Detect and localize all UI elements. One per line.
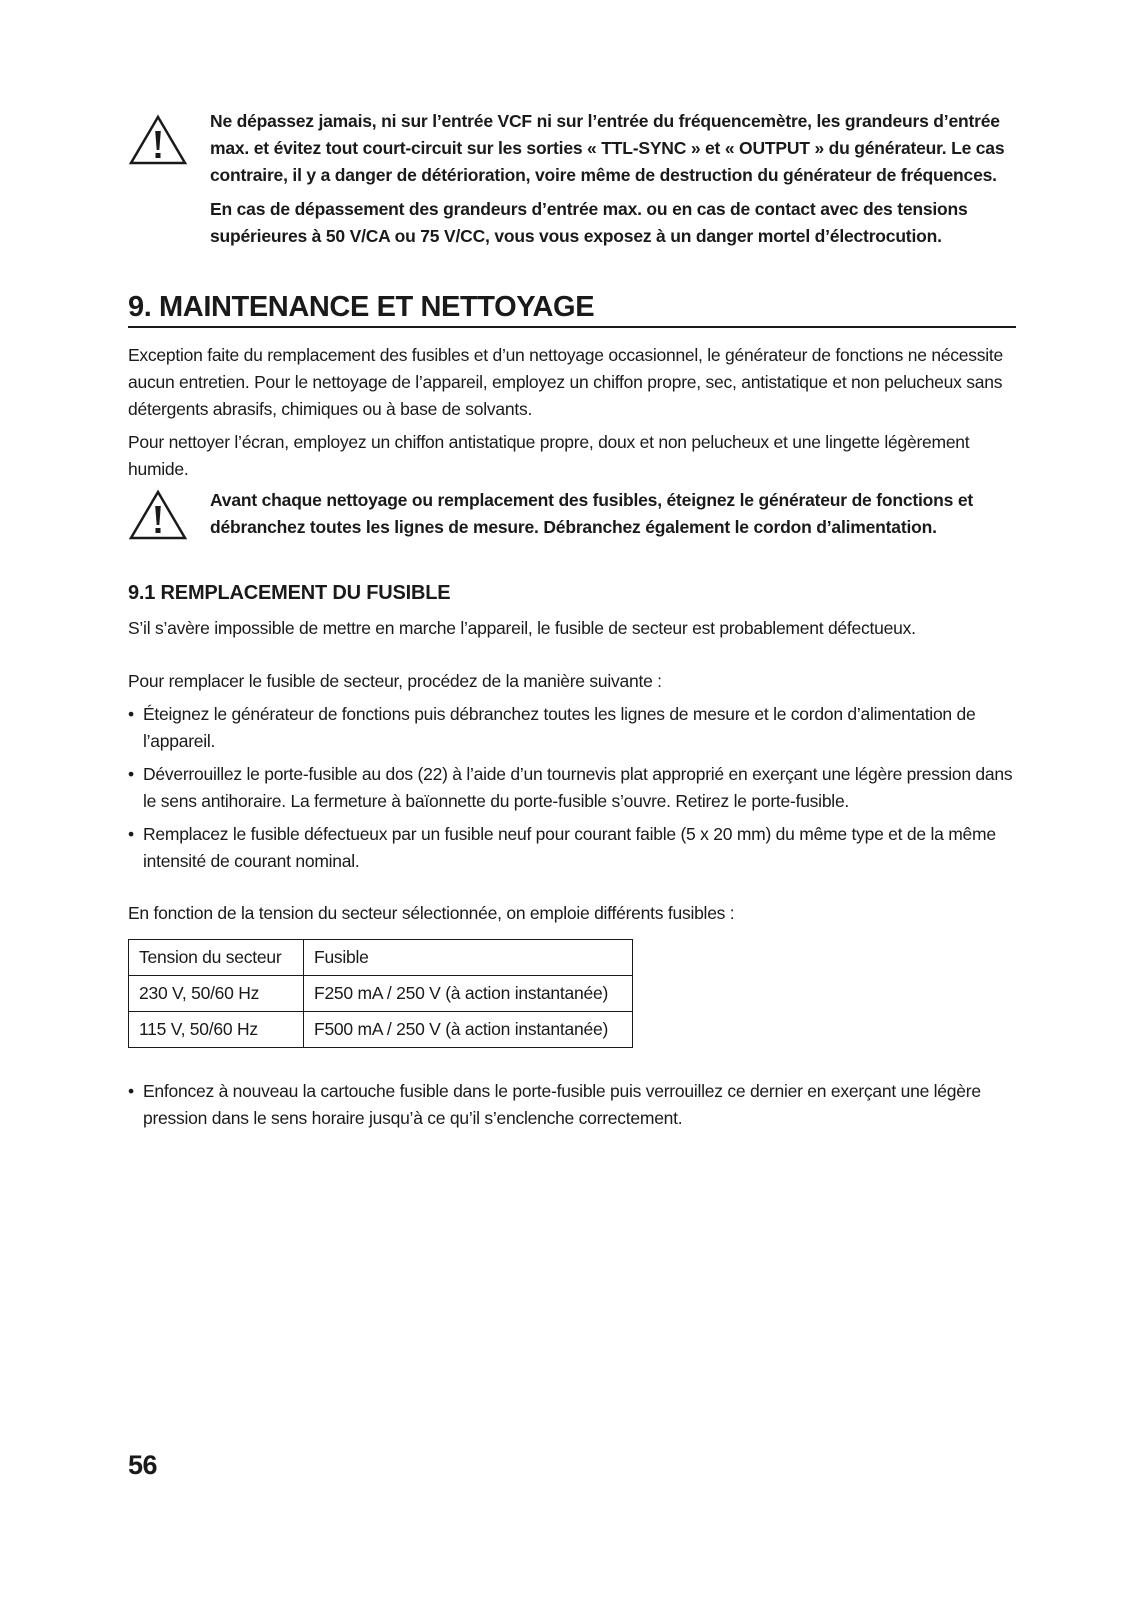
paragraph: Pour nettoyer l’écran, employez un chiffon antistatique propre, doux et non pelucheux et une lingette légèrement humide. bbox=[128, 432, 970, 479]
page-number: 56 bbox=[128, 1450, 158, 1480]
subsection-title: 9.1 REMPLACEMENT DU FUSIBLE bbox=[128, 582, 451, 604]
table-header-cell: Fusible bbox=[304, 940, 633, 976]
warning-paragraph: Ne dépassez jamais, ni sur l’entrée VCF ni sur l’entrée du fréquencemètre, les grandeurs d’entrée max. et évitez tout court-circuit sur les sorties « TTL-SYNC » et « OUTPUT » du générateur. Le cas contraire, il y a danger de détérioration, voire même de destruction du générateur de fréquences. bbox=[210, 111, 1005, 185]
table-row bbox=[129, 1012, 633, 1048]
table-cell: F250 mA / 250 V (à action instantanée) bbox=[304, 976, 633, 1012]
list-item: • Déverrouillez le porte-fusible au dos (22) à l’aide d’un tournevis plat approprié en exerçant une légère pression dans le sens antihoraire. La fermeture à baïonnette du porte-fusible s’ouvre. Retirez le porte-fusible. bbox=[128, 761, 1016, 815]
warning-paragraph: En cas de dépassement des grandeurs d’entrée max. ou en cas de contact avec des tensions supérieures à 50 V/CA ou 75 V/CC, vous vous exposez à un danger mortel d’électrocution. bbox=[210, 199, 968, 246]
procedure-intro bbox=[128, 668, 1016, 701]
list-item: • Éteignez le générateur de fonctions puis débranchez toutes les lignes de mesure et le cordon d’alimentation de l’appareil. bbox=[128, 701, 1016, 755]
paragraph: En fonction de la tension du secteur sélectionnée, on emploie différents fusibles : bbox=[128, 903, 735, 923]
list-item: • Enfoncez à nouveau la cartouche fusible dans le porte-fusible puis verrouillez ce dernier en exerçant une légère pression dans le sens horaire jusqu’à ce qu’il s’enclenche correctement. bbox=[128, 1078, 1016, 1132]
warning-paragraph: Avant chaque nettoyage ou remplacement des fusibles, éteignez le générateur de fonctions et débranchez toutes les lignes de mesure. Débranchez également le cordon d’alimentation. bbox=[210, 490, 974, 537]
paragraph: Exception faite du remplacement des fusibles et d’un nettoyage occasionnel, le générateur de fonctions ne nécessite aucun entretien. Pour le nettoyage de l’appareil, employez un chiffon propre, sec, antistatique et non pelucheux sans détergents abrasifs, chimiques ou à base de solvants. bbox=[128, 345, 1004, 419]
table-cell: 115 V, 50/60 Hz bbox=[129, 1012, 304, 1048]
list-item: • Remplacez le fusible défectueux par un fusible neuf pour courant faible (5 x 20 mm) du même type et de la même intensité de courant nominal. bbox=[128, 821, 1016, 875]
warning-text bbox=[210, 487, 1020, 548]
table-header-cell: Tension du secteur bbox=[129, 940, 304, 976]
warning-triangle-icon bbox=[128, 489, 188, 541]
section-title: 9. MAINTENANCE ET NETTOYAGE bbox=[128, 290, 1016, 328]
table-cell: F500 mA / 250 V (à action instantanée) bbox=[304, 1012, 633, 1048]
paragraph: Pour remplacer le fusible de secteur, procédez de la manière suivante : bbox=[128, 671, 662, 691]
warning-text bbox=[210, 108, 1020, 257]
table-cell: 230 V, 50/60 Hz bbox=[129, 976, 304, 1012]
warning-triangle-icon bbox=[128, 114, 188, 166]
subsection-intro bbox=[128, 615, 1016, 648]
table-intro bbox=[128, 900, 1016, 933]
table-header-row bbox=[129, 940, 633, 976]
section-body bbox=[128, 342, 1016, 489]
final-step bbox=[128, 1078, 1016, 1138]
table-row bbox=[129, 976, 633, 1012]
procedure-steps bbox=[128, 701, 1016, 881]
fuse-table bbox=[128, 939, 633, 1048]
paragraph: S’il s’avère impossible de mettre en marche l’appareil, le fusible de secteur est probablement défectueux. bbox=[128, 618, 916, 638]
